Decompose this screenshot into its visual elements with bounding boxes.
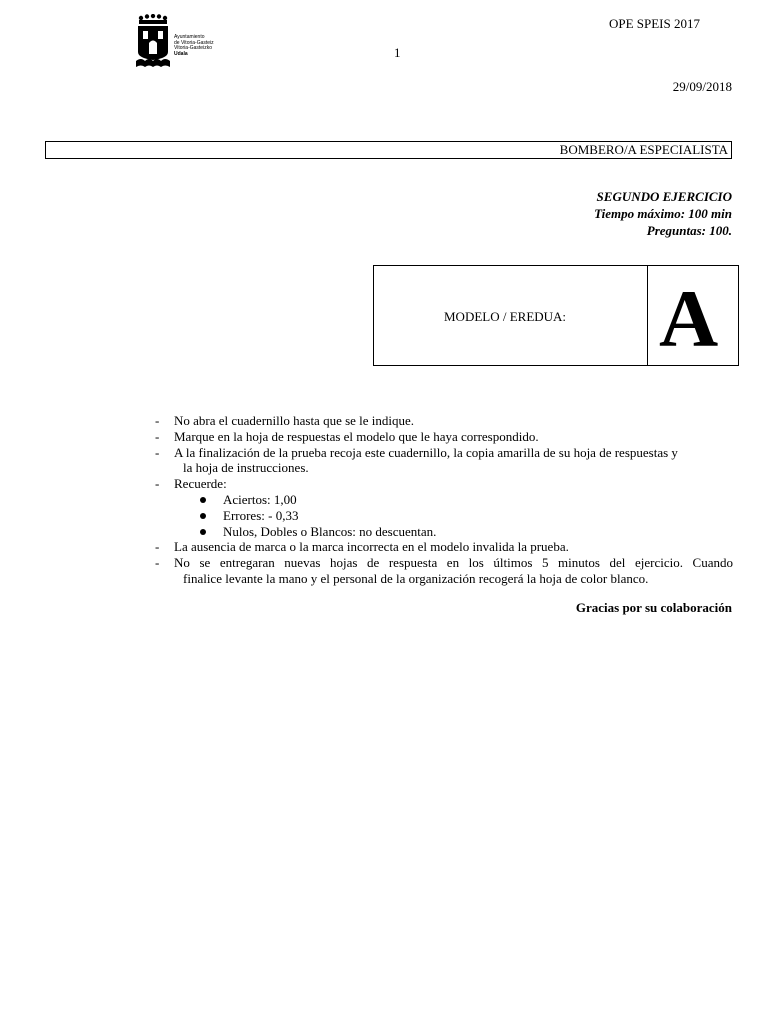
list-dash: - [155, 555, 160, 571]
instruction-item [155, 429, 733, 445]
bullet-item [200, 524, 733, 540]
city-council-logo [135, 14, 230, 70]
list-dash: - [155, 444, 160, 460]
instruction-item [155, 445, 733, 477]
exercise-time: Tiempo máximo: 100 min [594, 206, 732, 221]
bullet-item [200, 508, 733, 524]
logo-line: de Vitoria-Gasteiz [174, 39, 214, 46]
position-title-box [45, 141, 732, 159]
exam-code: OPE SPEIS 2017 [608, 16, 700, 31]
model-label: MODELO / EREDUA: [444, 309, 567, 324]
bullet-icon [200, 513, 206, 519]
instruction-text: La ausencia de marca o la marca incorrecta en el modelo invalida la prueba. [174, 539, 569, 555]
instruction-item [155, 413, 733, 429]
bullet-icon [200, 497, 206, 503]
exercise-questions: Preguntas: 100. [646, 223, 732, 238]
instruction-item [155, 476, 733, 492]
logo-line: Vitoria-Gasteizko [174, 45, 212, 52]
list-dash: - [155, 539, 160, 555]
bullet-item [200, 492, 733, 508]
instruction-text: No se entregaran nuevas hojas de respuesta en los últimos 5 minutos del ejercicio. Cuando [174, 555, 733, 571]
instructions-list [155, 413, 733, 587]
model-divider [647, 266, 648, 365]
bullet-text: Aciertos: 1,00 [223, 491, 297, 507]
bullet-icon [200, 529, 206, 535]
logo-line: Udala [174, 50, 188, 57]
closing-thanks: Gracias por su colaboración [575, 600, 732, 615]
instruction-item [155, 555, 733, 587]
bullet-text: Nulos, Dobles o Blancos: no descuentan. [223, 523, 437, 539]
bullet-text: Errores: - 0,33 [223, 507, 299, 523]
exercise-name: SEGUNDO EJERCICIO [596, 189, 732, 204]
instruction-text: Marque en la hoja de respuestas el modelo que le haya correspondido. [174, 428, 539, 444]
exercise-info [594, 188, 732, 239]
list-dash: - [155, 413, 160, 428]
crest-icon [135, 14, 171, 68]
list-dash: - [155, 476, 160, 492]
instruction-text: la hoja de instrucciones. [183, 460, 309, 476]
instruction-text: A la finalización de la prueba recoja este cuadernillo, la copia amarilla de su hoja de respuestas y [174, 444, 678, 460]
scoring-bullets [155, 492, 733, 539]
model-box [373, 265, 739, 366]
position-title: BOMBERO/A ESPECIALISTA [559, 142, 728, 157]
instruction-text: finalice levante la mano y el personal de la organización recogerá la hoja de color blanco. [183, 570, 649, 586]
list-dash: - [155, 428, 160, 444]
logo-caption [174, 35, 234, 57]
logo-line: Ayuntamiento [174, 34, 205, 40]
page-number: 1 [394, 45, 401, 60]
instruction-text: Recuerde: [174, 476, 227, 492]
instruction-item [155, 539, 733, 555]
exam-date: 29/09/2018 [672, 79, 732, 94]
instruction-text: No abra el cuadernillo hasta que se le indique. [174, 413, 415, 428]
model-letter: A [659, 273, 719, 364]
